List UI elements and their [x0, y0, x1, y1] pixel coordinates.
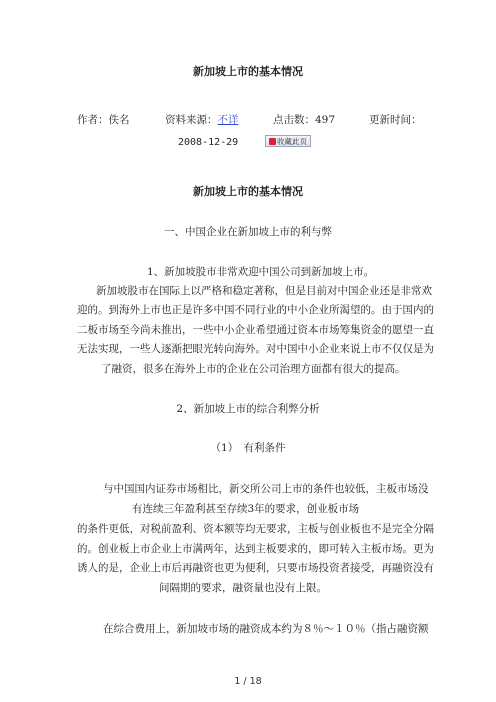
publish-date: 2008-12-29	[178, 137, 239, 148]
paragraph-line: 的。创业板上市企业上市满两年，达到主板要求的，即可转入主板市场。更为	[77, 543, 434, 555]
paragraph-line: 与中国国内证券市场相比，新交所公司上市的条件也较低，主板市场没	[103, 483, 429, 495]
page-number: 1 / 18	[234, 676, 262, 687]
subsection-2-heading: 2、新加坡上市的综合利弊分析	[176, 403, 320, 415]
paragraph-line: 无法实现，一些人逐渐把眼光转向海外。对中国中小企业来说上市不仅仅是为	[77, 343, 434, 355]
bookmark-icon	[269, 138, 276, 145]
bookmark-button[interactable]	[265, 135, 311, 147]
source-info	[165, 112, 239, 127]
source-label: 资料来源：	[165, 114, 218, 126]
source-link[interactable]: 不详	[217, 114, 239, 126]
paragraph-line: 间隔期的要求，融资量也没有上限。	[159, 582, 327, 594]
section-heading: 新加坡上市的基本情况	[193, 185, 303, 198]
click-count: 点击数：497	[273, 114, 336, 126]
page-title: 新加坡上市的基本情况	[193, 65, 303, 78]
paragraph-line: 有连续三年盈利甚至存续3年的要求，创业板市场	[132, 503, 360, 515]
paragraph-line: 新加坡股市在国际上以严格和稳定著称，但是目前对中国企业还是非常欢	[96, 285, 432, 297]
updated-label: 更新时间：	[369, 114, 422, 126]
subsection-3-heading: （1） 有利条件	[210, 442, 286, 454]
paragraph-3: 在综合费用上，新加坡市场的融资成本约为８％～１０％（指占融资额	[103, 623, 429, 635]
paragraph-line: 二板市场至今尚未推出，一些中小企业希望通过资本市场筹集资金的愿望一直	[77, 324, 434, 336]
subsection-1-heading: 1、新加坡股市非常欢迎中国公司到新加坡上市。	[147, 266, 375, 278]
section-1-heading: 一、中国企业在新加坡上市的利与弊	[164, 226, 332, 238]
author-label: 作者：佚名	[77, 114, 130, 126]
bookmark-button-label: 收藏此页	[277, 137, 307, 146]
paragraph-line: 诱人的是，企业上市后再融资也更为便利，只要市场投资者接受，再融资没有	[77, 562, 434, 574]
paragraph-line: 了融资，很多在海外上市的企业在公司治理方面都有很大的提高。	[101, 363, 406, 375]
paragraph-line: 的条件更低，对税前盈利、资本额等均无要求，主板与创业板也不是完全分隔	[77, 523, 434, 535]
paragraph-line: 迎的。到海外上市也正是许多中国不同行业的中小企业所渴望的。由于国内的	[77, 304, 434, 316]
